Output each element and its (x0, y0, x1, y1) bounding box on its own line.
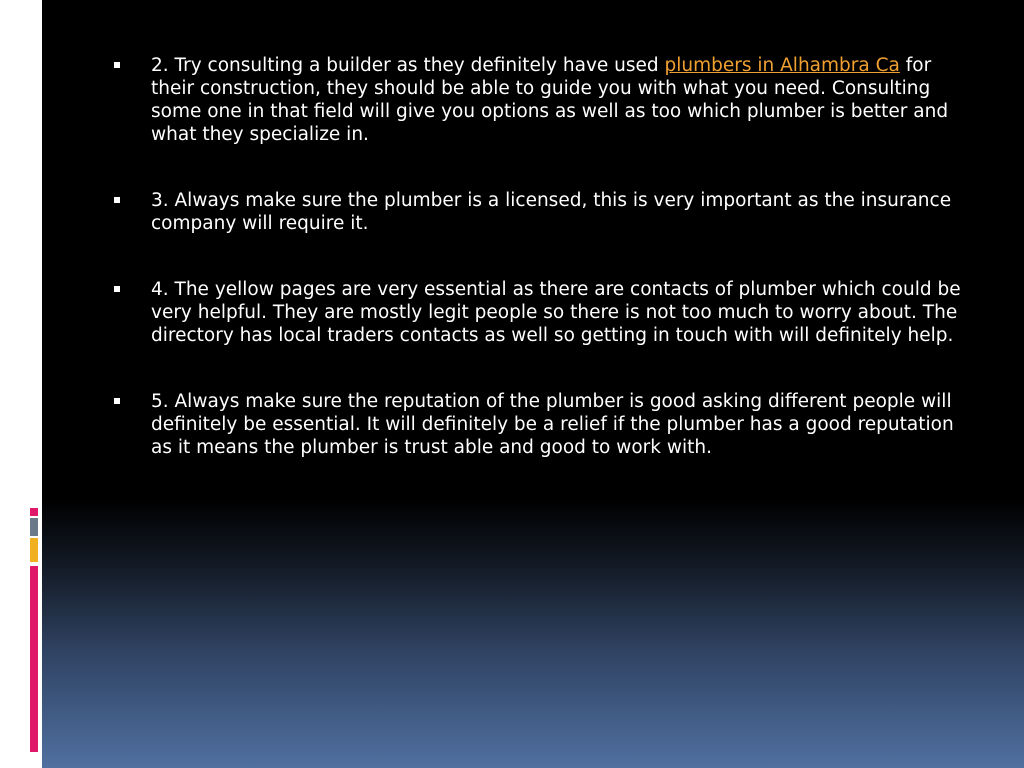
bullet-item-5 (112, 390, 962, 459)
bullet-text: 5. Always make sure the reputation of the plumber is good asking different people will definitely be essential. It will definitely be a relief if the plumber has a good reputation as it means the plumber is trust able and good to work with. (151, 391, 954, 458)
accent-bar-pink-long (30, 566, 38, 752)
square-bullet-icon (114, 286, 120, 292)
accent-bar-slate (30, 518, 38, 536)
square-bullet-icon (114, 398, 120, 404)
bullet-text: 4. The yellow pages are very essential as there are contacts of plumber which could be very helpful. They are mostly legit people so there is not too much to worry about. The directory has local traders contacts as well so getting in touch with will definitely help. (151, 279, 961, 346)
bullet-item-3 (112, 189, 962, 235)
square-bullet-icon (114, 62, 120, 68)
bullet-item-2 (112, 54, 962, 146)
square-bullet-icon (114, 197, 120, 203)
bullet-text-after-link: for their construction, they should be able to guide you with what you need. Consulting some one in that field will give you options as well as too which plumber is better and what they specialize in. (151, 55, 949, 145)
bullet-item-4 (112, 278, 962, 347)
bullet-text: 3. Always make sure the plumber is a licensed, this is very important as the insurance company will require it. (151, 190, 952, 234)
accent-bar-yellow (30, 538, 38, 562)
plumbers-alhambra-link[interactable]: plumbers in Alhambra Ca (664, 55, 900, 76)
accent-bar-pink-small (30, 508, 38, 516)
bullet-text-before-link: 2. Try consulting a builder as they definitely have used (151, 55, 665, 76)
bullet-list (112, 54, 962, 502)
